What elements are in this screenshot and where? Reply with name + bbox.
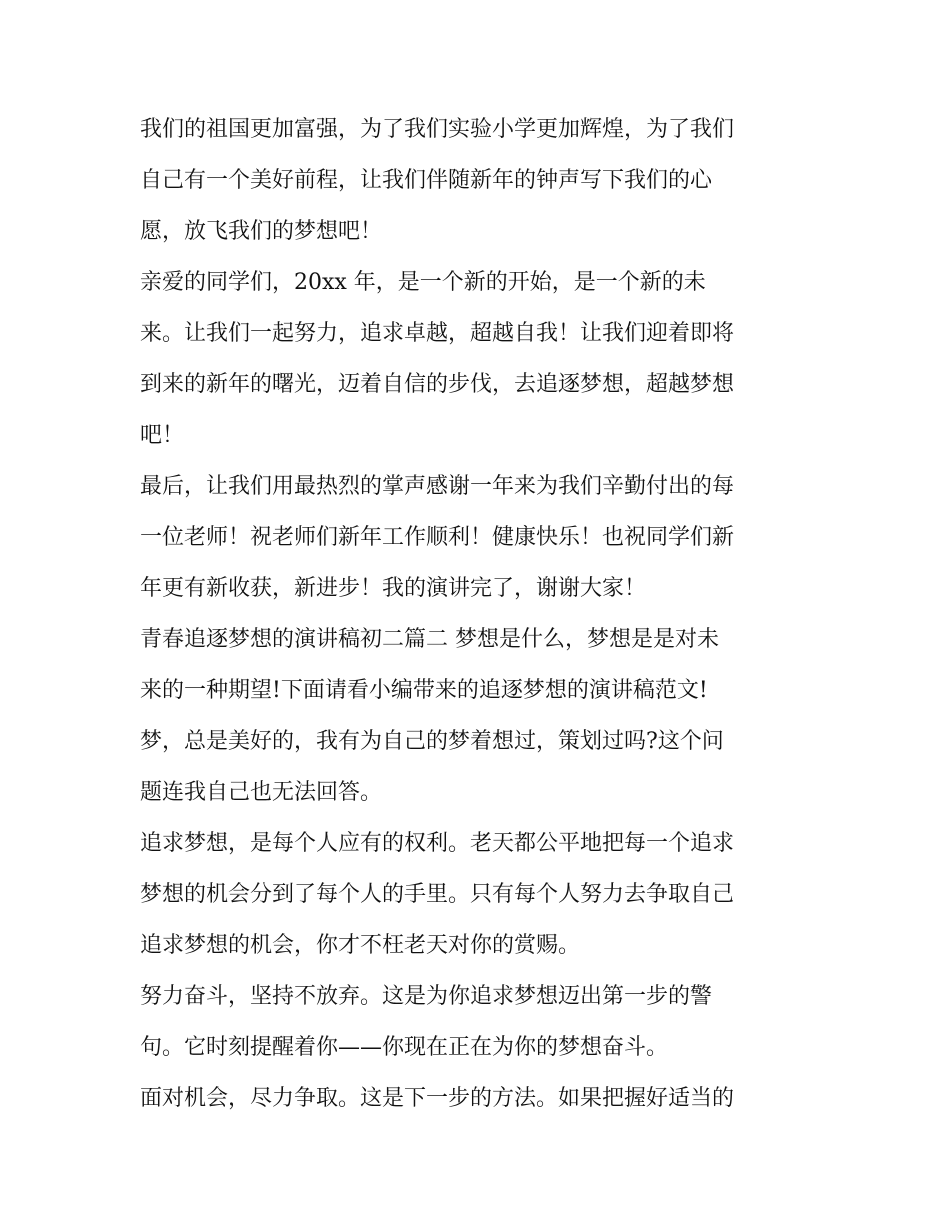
text-line: 梦，总是美好的，我有为自己的梦着想过，策划过吗?这个问 bbox=[140, 729, 724, 754]
text-line: 努力奋斗，坚持不放弃。这是为你追求梦想迈出第一步的警 bbox=[140, 984, 713, 1009]
text-line: 句。它时刻提醒着你——你现在正在为你的梦想奋斗。 bbox=[140, 1035, 669, 1060]
text-line: 自己有一个美好前程，让我们伴随新年的钟声写下我们的心 bbox=[140, 168, 713, 193]
text-line: 一位老师！祝老师们新年工作顺利！健康快乐！也祝同学们新 bbox=[140, 525, 735, 550]
text-line: 我们的祖国更加富强，为了我们实验小学更加辉煌，为了我们 bbox=[140, 117, 735, 142]
text-line: 来。让我们一起努力，追求卓越，超越自我！让我们迎着即将 bbox=[140, 321, 735, 346]
text-line: 梦想的机会分到了每个人的手里。只有每个人努力去争取自己 bbox=[140, 882, 735, 907]
text-line: 最后，让我们用最热烈的掌声感谢一年来为我们辛勤付出的每 bbox=[140, 474, 735, 499]
text-line: 青春追逐梦想的演讲稿初二篇二 梦想是什么，梦想是是对未 bbox=[140, 627, 719, 652]
text-line: 来的一种期望!下面请看小编带来的追逐梦想的演讲稿范文! bbox=[140, 678, 708, 703]
text-line: 到来的新年的曙光，迈着自信的步伐，去追逐梦想，超越梦想 bbox=[140, 372, 735, 397]
text-line: 追求梦想，是每个人应有的权利。老天都公平地把每一个追求 bbox=[140, 831, 735, 856]
text-line: 年更有新收获，新进步！我的演讲完了，谢谢大家！ bbox=[140, 576, 647, 601]
text-line: 亲爱的同学们，20xx 年，是一个新的开始，是一个新的未 bbox=[140, 270, 706, 295]
text-line: 吧！ bbox=[140, 423, 185, 448]
text-line: 面对机会，尽力争取。这是下一步的方法。如果把握好适当的 bbox=[140, 1086, 735, 1111]
text-line: 愿，放飞我们的梦想吧！ bbox=[140, 219, 383, 244]
text-line: 追求梦想的机会，你才不枉老天对你的赏赐。 bbox=[140, 933, 581, 958]
text-line: 题连我自己也无法回答。 bbox=[140, 780, 383, 805]
